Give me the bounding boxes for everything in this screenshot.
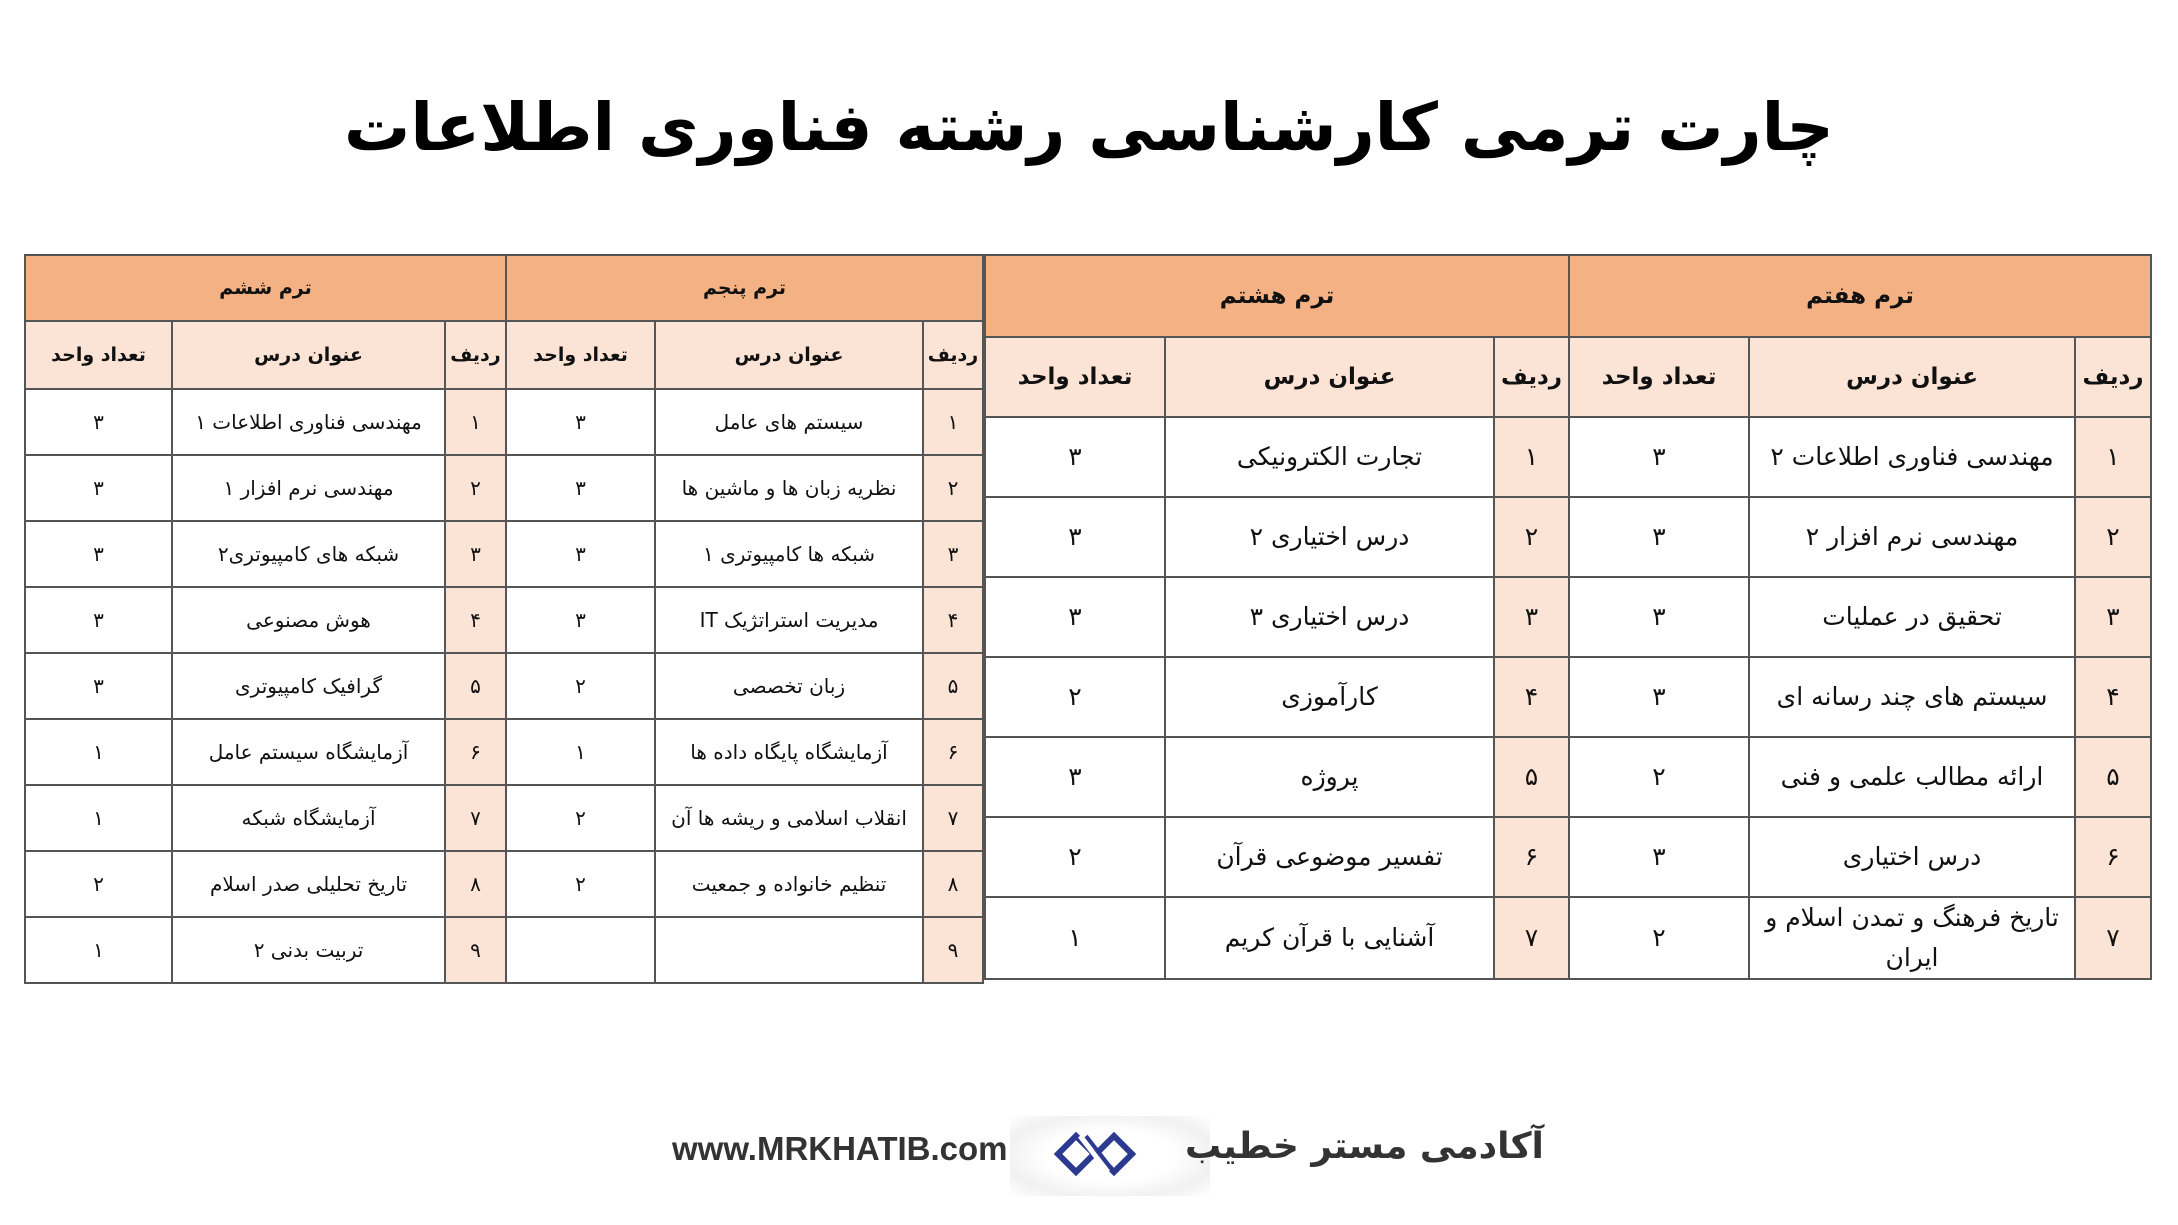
brand-name: آکادمی مستر خطیب: [1185, 1126, 1544, 1167]
column-header-radif: ردیف: [2075, 337, 2151, 417]
course-number: ۴: [923, 587, 983, 653]
course-units: ۲: [506, 653, 655, 719]
course-number: ۳: [1494, 577, 1569, 657]
course-units: ۳: [506, 455, 655, 521]
term-header-eighth: ترم هشتم: [985, 255, 1569, 337]
course-number: ۶: [923, 719, 983, 785]
table-row: [985, 737, 2151, 817]
course-title: کارآموزی: [1165, 657, 1494, 737]
course-units: ۳: [1569, 817, 1749, 897]
course-number: ۲: [2075, 497, 2151, 577]
course-units: ۳: [1569, 577, 1749, 657]
table-row: [25, 587, 983, 653]
course-title: شبکه های کامپیوتری۲: [172, 521, 445, 587]
course-units: ۱: [25, 785, 172, 851]
course-number: ۴: [2075, 657, 2151, 737]
course-units: ۳: [1569, 657, 1749, 737]
table-row: [25, 851, 983, 917]
table-row: [985, 577, 2151, 657]
course-number: ۱: [2075, 417, 2151, 497]
table-row: [985, 657, 2151, 737]
course-units: ۳: [985, 737, 1165, 817]
table-row: [25, 785, 983, 851]
course-units: ۳: [506, 521, 655, 587]
column-header-course: عنوان درس: [655, 321, 923, 389]
course-number: ۷: [923, 785, 983, 851]
course-number: ۵: [2075, 737, 2151, 817]
course-title: پروژه: [1165, 737, 1494, 817]
course-title: تاریخ فرهنگ و تمدن اسلام و ایران: [1749, 897, 2075, 979]
table-row: [25, 455, 983, 521]
course-title: آزمایشگاه شبکه: [172, 785, 445, 851]
course-number: ۲: [923, 455, 983, 521]
course-number: ۱: [923, 389, 983, 455]
course-title: تربیت بدنی ۲: [172, 917, 445, 983]
course-title: درس اختیاری: [1749, 817, 2075, 897]
term-header-sixth: ترم ششم: [25, 255, 506, 321]
course-title: مهندسی فناوری اطلاعات ۲: [1749, 417, 2075, 497]
course-number: ۶: [445, 719, 506, 785]
course-number: ۳: [445, 521, 506, 587]
course-number: ۳: [923, 521, 983, 587]
terms-5-6-body: [25, 389, 983, 983]
course-number: ۵: [445, 653, 506, 719]
course-title: شبکه ها کامپیوتری ۱: [655, 521, 923, 587]
course-number: ۲: [1494, 497, 1569, 577]
course-units: ۲: [1569, 897, 1749, 979]
course-number: ۲: [445, 455, 506, 521]
course-units: ۱: [506, 719, 655, 785]
website-link[interactable]: www.MRKHATIB.com: [672, 1130, 1008, 1167]
course-number: ۷: [1494, 897, 1569, 979]
column-header-units: تعداد واحد: [25, 321, 172, 389]
course-number: ۱: [1494, 417, 1569, 497]
course-number: ۴: [1494, 657, 1569, 737]
course-units: ۱: [25, 719, 172, 785]
term-header-seventh: ترم هفتم: [1569, 255, 2151, 337]
course-title: گرافیک کامپیوتری: [172, 653, 445, 719]
course-title: مدیریت استراتژیک IT: [655, 587, 923, 653]
course-number: ۴: [445, 587, 506, 653]
column-header-radif: ردیف: [1494, 337, 1569, 417]
column-header-course: عنوان درس: [1165, 337, 1494, 417]
course-title: تفسیر موضوعی قرآن: [1165, 817, 1494, 897]
course-title: آزمایشگاه پایگاه داده ها: [655, 719, 923, 785]
terms-7-8-table: [984, 254, 2152, 980]
course-units: ۳: [1569, 497, 1749, 577]
course-title: تنظیم خانواده و جمعیت: [655, 851, 923, 917]
course-units: ۳: [25, 587, 172, 653]
term-header-fifth: ترم پنجم: [506, 255, 983, 321]
course-units: ۳: [25, 521, 172, 587]
terms-5-6-table: [24, 254, 984, 984]
page-title: چارت ترمی کارشناسی رشته فناوری اطلاعات: [344, 89, 1834, 166]
course-number: ۸: [923, 851, 983, 917]
terms-7-8-body: [985, 417, 2151, 979]
course-title: آشنایی با قرآن کریم: [1165, 897, 1494, 979]
course-title: هوش مصنوعی: [172, 587, 445, 653]
course-number: ۷: [445, 785, 506, 851]
course-number: ۷: [2075, 897, 2151, 979]
course-number: ۸: [445, 851, 506, 917]
course-units: ۳: [25, 455, 172, 521]
course-units: ۱: [25, 917, 172, 983]
table-row: [25, 917, 983, 983]
course-units: ۳: [25, 653, 172, 719]
column-header-units: تعداد واحد: [506, 321, 655, 389]
course-number: ۳: [2075, 577, 2151, 657]
mrkhatib-logo-icon: [1050, 1124, 1140, 1184]
course-number: ۹: [445, 917, 506, 983]
course-units: ۲: [506, 851, 655, 917]
course-units: ۲: [25, 851, 172, 917]
column-header-radif: ردیف: [923, 321, 983, 389]
course-number: ۶: [1494, 817, 1569, 897]
course-title: تاریخ تحلیلی صدر اسلام: [172, 851, 445, 917]
course-title: ارائه مطالب علمی و فنی: [1749, 737, 2075, 817]
course-title: درس اختیاری ۲: [1165, 497, 1494, 577]
table-row: [25, 389, 983, 455]
table-row: [25, 521, 983, 587]
course-units: ۲: [1569, 737, 1749, 817]
course-title: مهندسی نرم افزار ۱: [172, 455, 445, 521]
course-units: ۳: [985, 497, 1165, 577]
course-number: ۵: [923, 653, 983, 719]
table-row: [985, 817, 2151, 897]
course-title: نظریه زبان ها و ماشین ها: [655, 455, 923, 521]
course-units: ۲: [985, 657, 1165, 737]
course-units: ۳: [506, 389, 655, 455]
course-units: ۲: [506, 785, 655, 851]
course-title: درس اختیاری ۳: [1165, 577, 1494, 657]
column-header-units: تعداد واحد: [985, 337, 1165, 417]
table-row: [985, 897, 2151, 979]
course-units: ۳: [1569, 417, 1749, 497]
course-number: ۵: [1494, 737, 1569, 817]
course-units: ۳: [985, 577, 1165, 657]
course-title: [655, 917, 923, 983]
course-title: تحقیق در عملیات: [1749, 577, 2075, 657]
column-header-radif: ردیف: [445, 321, 506, 389]
course-units: ۳: [25, 389, 172, 455]
column-header-course: عنوان درس: [1749, 337, 2075, 417]
course-title: مهندسی فناوری اطلاعات ۱: [172, 389, 445, 455]
course-title: زبان تخصصی: [655, 653, 923, 719]
table-row: [985, 497, 2151, 577]
footer: [0, 1120, 2178, 1190]
course-units: ۳: [985, 417, 1165, 497]
course-title: سیستم های چند رسانه ای: [1749, 657, 2075, 737]
course-units: [506, 917, 655, 983]
course-title: مهندسی نرم افزار ۲: [1749, 497, 2075, 577]
course-title: آزمایشگاه سیستم عامل: [172, 719, 445, 785]
course-number: ۱: [445, 389, 506, 455]
table-row: [25, 653, 983, 719]
course-title: سیستم های عامل: [655, 389, 923, 455]
table-row: [985, 417, 2151, 497]
table-row: [25, 719, 983, 785]
column-header-units: تعداد واحد: [1569, 337, 1749, 417]
course-units: ۳: [506, 587, 655, 653]
column-header-course: عنوان درس: [172, 321, 445, 389]
course-number: ۶: [2075, 817, 2151, 897]
course-number: ۹: [923, 917, 983, 983]
course-title: تجارت الکترونیکی: [1165, 417, 1494, 497]
course-units: ۲: [985, 817, 1165, 897]
course-title: انقلاب اسلامی و ریشه ها آن: [655, 785, 923, 851]
course-units: ۱: [985, 897, 1165, 979]
